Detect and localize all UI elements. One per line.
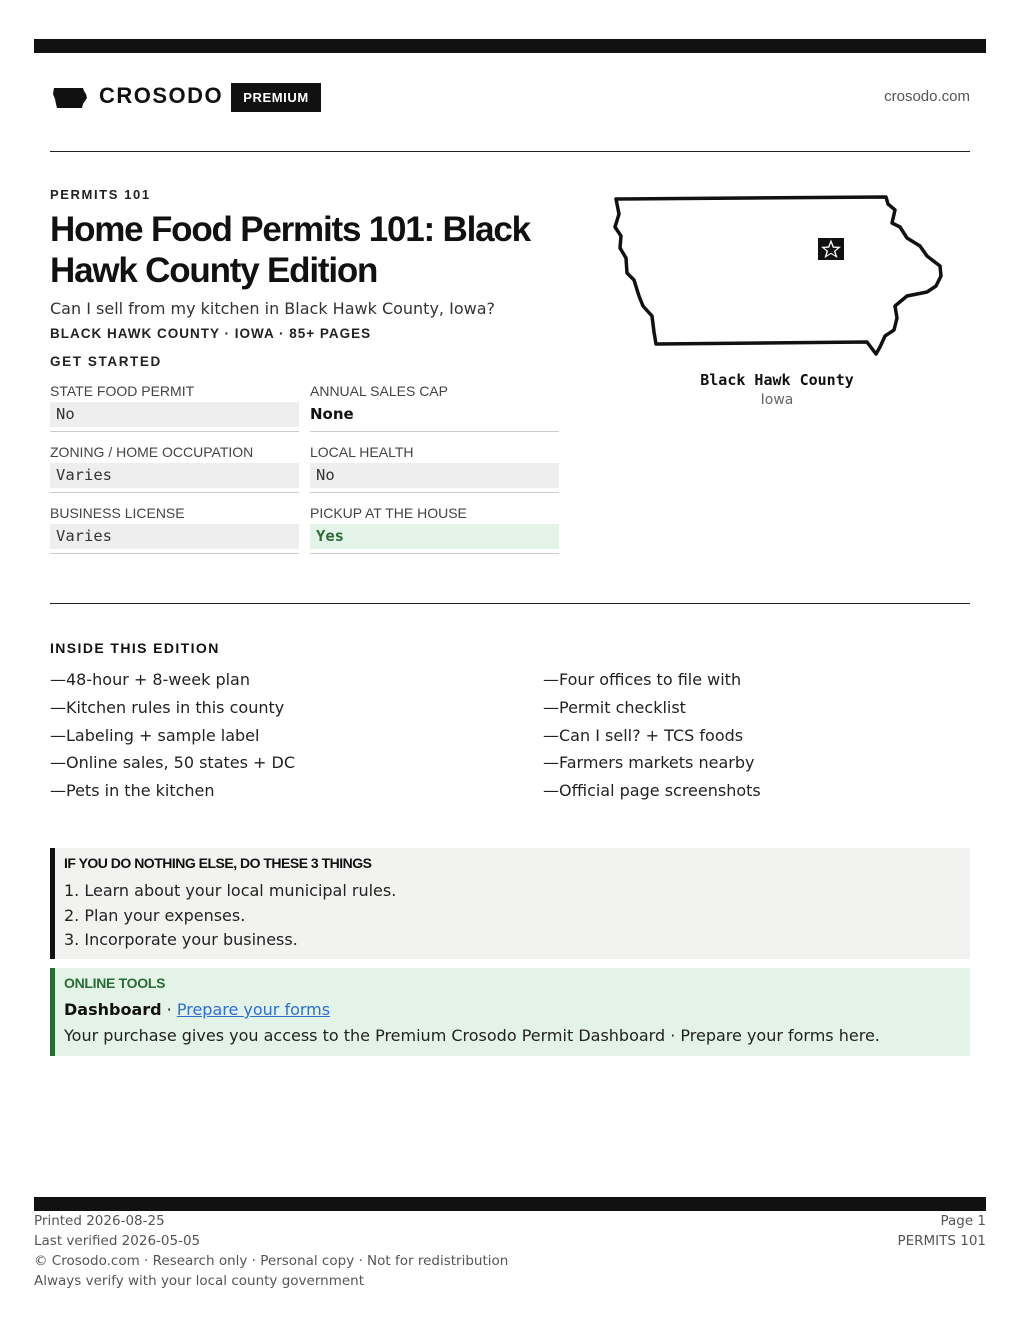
map-county-label: Black Hawk County — [700, 371, 854, 389]
list-item: —Official page screenshots — [543, 781, 761, 801]
fact-value: None — [310, 405, 354, 423]
footer-section: PERMITS 101 — [897, 1233, 986, 1249]
fact-zoning — [50, 442, 299, 503]
list-item: 3. Incorporate your business. — [64, 930, 298, 949]
header — [50, 80, 970, 116]
fact-label: ZONING / HOME OCCUPATION — [50, 444, 254, 460]
verified-date: Last verified 2026-05-05 — [34, 1233, 201, 1249]
iowa-map — [604, 190, 950, 362]
fact-label: LOCAL HEALTH — [310, 444, 414, 460]
list-item: —Pets in the kitchen — [50, 781, 215, 801]
disclaimer-text: Always verify with your local county government — [34, 1273, 364, 1289]
page-number: Page 1 — [940, 1213, 986, 1229]
fact-local-health — [310, 442, 559, 503]
top-bar — [34, 39, 986, 53]
premium-badge: PREMIUM — [231, 83, 321, 112]
page-title: Home Food Permits 101: Black Hawk County Edition — [50, 210, 530, 290]
header-divider — [50, 151, 970, 152]
inside-edition-list-left — [50, 666, 295, 805]
footer-right — [897, 1211, 986, 1251]
fact-value: No — [310, 463, 559, 488]
site-url[interactable]: crosodo.com — [884, 88, 970, 105]
quick-facts-grid — [50, 381, 559, 564]
callout-heading: IF YOU DO NOTHING ELSE, DO THESE 3 THINGS — [64, 855, 372, 871]
three-things-callout — [50, 848, 970, 959]
fact-underline — [310, 492, 559, 493]
list-item: —Kitchen rules in this county — [50, 697, 285, 717]
fact-value: Varies — [50, 463, 299, 488]
list-item: —Online sales, 50 states + DC — [50, 753, 296, 773]
fact-label: BUSINESS LICENSE — [50, 505, 185, 521]
inside-edition-list-right — [543, 666, 761, 805]
star-marker-icon — [818, 238, 844, 260]
fact-label: PICKUP AT THE HOUSE — [310, 505, 467, 521]
tools-separator: · — [161, 1000, 177, 1019]
list-item: —Can I sell? + TCS foods — [543, 725, 744, 745]
fact-underline — [310, 431, 559, 432]
list-item: —Four offices to file with — [543, 670, 742, 689]
tools-row — [64, 1000, 330, 1019]
fact-business-license — [50, 503, 299, 564]
brand-name[interactable]: CROSODO — [99, 83, 224, 108]
map-state-label: Iowa — [760, 392, 794, 408]
dashboard-label: Dashboard — [64, 1000, 162, 1019]
list-item: —48-hour + 8-week plan — [50, 670, 250, 689]
footer-bar — [34, 1197, 986, 1211]
fact-underline — [310, 553, 559, 554]
fact-underline — [50, 431, 299, 432]
section-eyebrow: PERMITS 101 — [50, 187, 151, 202]
fact-value: No — [50, 402, 299, 427]
list-item: —Farmers markets nearby — [543, 753, 755, 773]
list-item: —Permit checklist — [543, 697, 686, 717]
fact-label: ANNUAL SALES CAP — [310, 383, 448, 399]
online-tools-heading: ONLINE TOOLS — [64, 975, 166, 991]
fact-underline — [50, 553, 299, 554]
footer-left — [34, 1211, 508, 1291]
page-subtitle: Can I sell from my kitchen in Black Hawk County, Iowa? — [50, 299, 495, 318]
fact-state-food-permit — [50, 381, 299, 442]
edition-meta: BLACK HAWK COUNTY · IOWA · 85+ PAGES — [50, 326, 372, 341]
fact-value: Yes — [310, 524, 559, 549]
copyright-text: © Crosodo.com · Research only · Personal copy · Not for redistribution — [34, 1253, 509, 1269]
list-item: 2. Plan your expenses. — [64, 905, 246, 925]
fact-value: Varies — [50, 524, 299, 549]
printed-date: Printed 2026-08-25 — [34, 1213, 165, 1229]
fact-underline — [50, 492, 299, 493]
fact-pickup-at-house — [310, 503, 559, 564]
prepare-forms-link[interactable]: Prepare your forms — [176, 1000, 331, 1019]
fact-label: STATE FOOD PERMIT — [50, 383, 195, 399]
online-tools-box — [50, 968, 970, 1056]
inside-edition-heading: INSIDE THIS EDITION — [50, 640, 220, 656]
get-started-heading: GET STARTED — [50, 354, 162, 369]
callout-list — [64, 879, 396, 953]
iowa-state-outline — [615, 197, 941, 354]
fact-annual-sales-cap — [310, 381, 559, 442]
list-item: 1. Learn about your local municipal rules. — [64, 881, 397, 900]
tools-description: Your purchase gives you access to the Premium Crosodo Permit Dashboard · Prepare your forms here. — [64, 1026, 880, 1045]
iowa-state-silhouette-icon — [53, 87, 87, 109]
section-divider — [50, 603, 970, 604]
list-item: —Labeling + sample label — [50, 725, 260, 745]
